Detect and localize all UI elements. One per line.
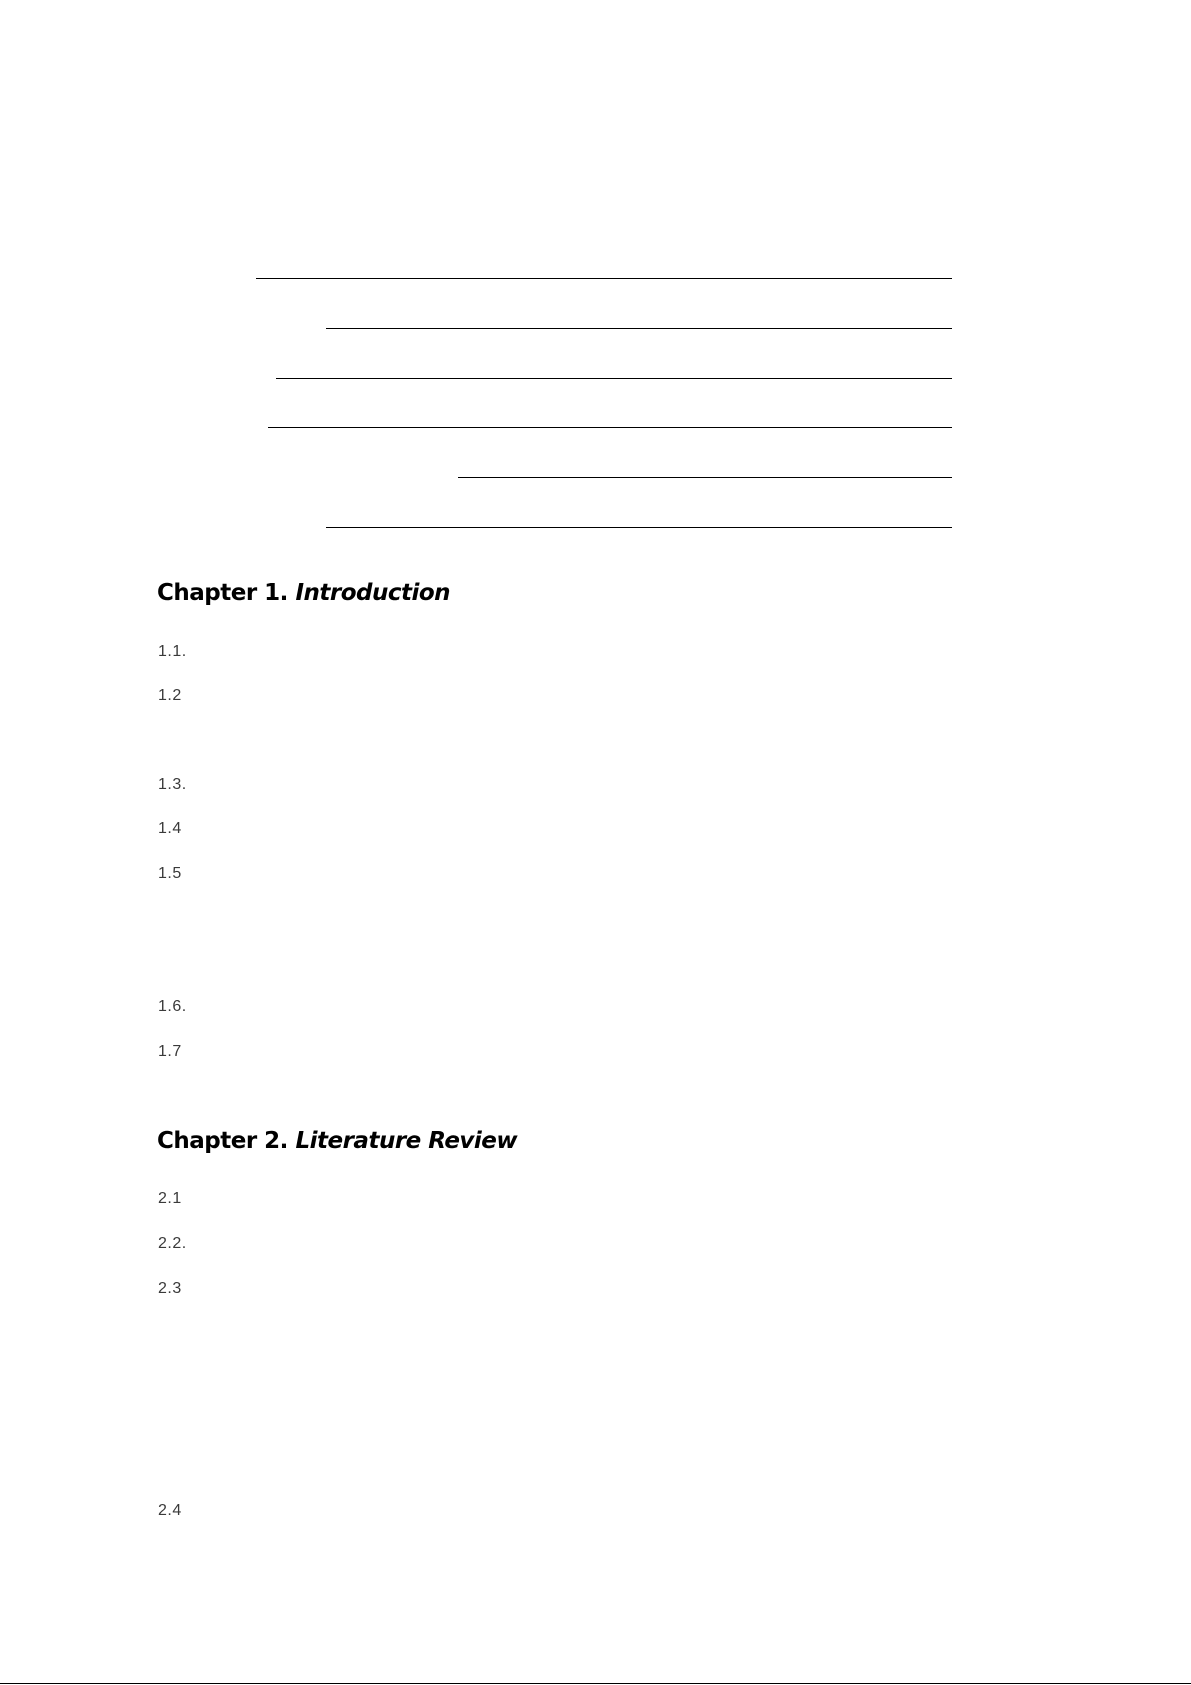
section-number-1-2: 1.2 [158, 687, 182, 704]
page-bottom-edge [0, 1683, 1191, 1684]
blank-rule-5 [458, 477, 952, 478]
blank-rule-1 [256, 278, 952, 279]
section-number-1-4: 1.4 [158, 820, 182, 837]
chapter-2-title: Literature Review [295, 1128, 518, 1154]
chapter-1-title: Introduction [295, 580, 451, 606]
blank-rule-6 [326, 527, 952, 528]
section-number-2-4: 2.4 [158, 1502, 182, 1519]
chapter-1-prefix: Chapter 1. [157, 580, 288, 606]
blank-rule-4 [268, 427, 952, 428]
chapter-2-prefix: Chapter 2. [157, 1128, 288, 1154]
section-number-1-5: 1.5 [158, 865, 182, 882]
chapter-1-heading [157, 580, 450, 606]
section-number-2-2: 2.2. [158, 1235, 187, 1252]
section-number-2-1: 2.1 [158, 1190, 182, 1207]
section-number-1-6: 1.6. [158, 998, 187, 1015]
section-number-2-3: 2.3 [158, 1280, 182, 1297]
blank-rule-3 [276, 378, 952, 379]
blank-rule-2 [326, 328, 952, 329]
chapter-2-heading [157, 1128, 517, 1154]
section-number-1-1: 1.1. [158, 643, 187, 660]
section-number-1-7: 1.7 [158, 1043, 182, 1060]
section-number-1-3: 1.3. [158, 776, 187, 793]
